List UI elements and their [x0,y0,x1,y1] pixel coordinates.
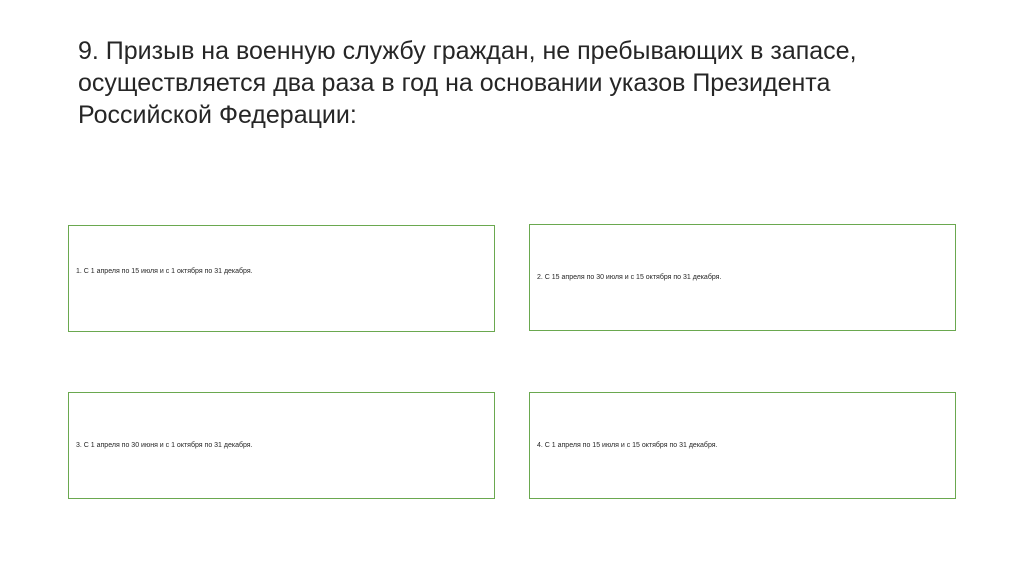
answer-option-1[interactable] [68,225,495,332]
answer-option-3[interactable] [68,392,495,499]
answer-option-4-text: 4. С 1 апреля по 15 июля и с 15 октября по 31 декабря. [537,442,718,449]
question-title [78,35,978,131]
answer-option-3-text: 3. С 1 апреля по 30 июня и с 1 октября по 31 декабря. [76,442,253,449]
answer-option-1-text: 1. С 1 апреля по 15 июля и с 1 октября по 31 декабря. [76,268,253,275]
question-line-1: 9. Призыв на военную службу граждан, не пребывающих в запасе, [78,37,857,65]
answer-option-2-text: 2. С 15 апреля по 30 июля и с 15 октября по 31 декабря. [537,274,722,281]
answer-option-4[interactable] [529,392,956,499]
answer-option-2[interactable] [529,224,956,331]
question-line-2: осуществляется два раза в год на основании указов Президента [78,69,831,97]
question-line-3: Российской Федерации: [78,101,357,129]
